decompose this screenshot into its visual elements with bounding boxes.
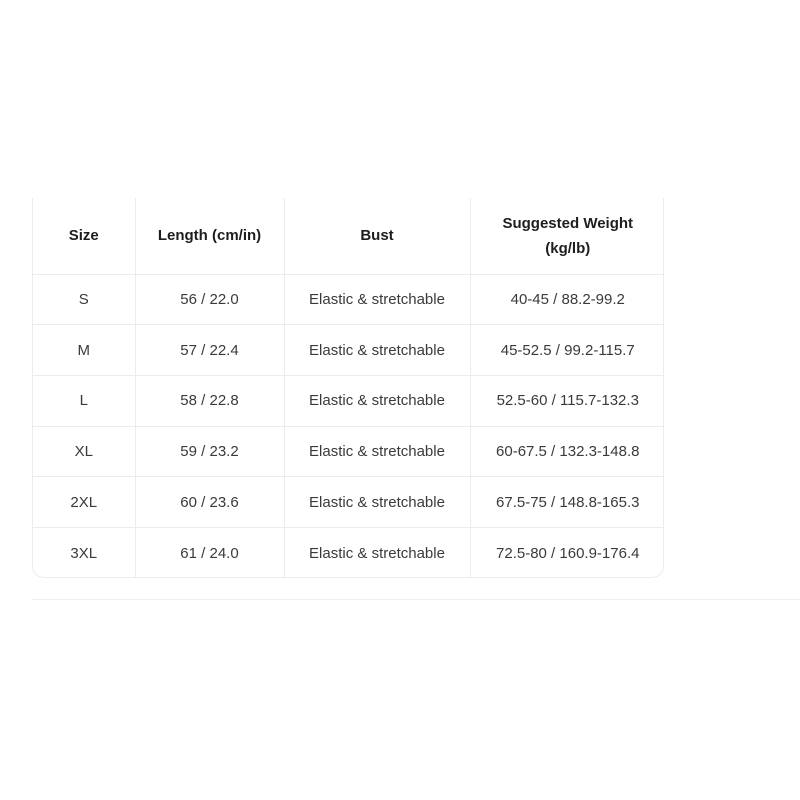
cell-length: 56 / 22.0 (135, 274, 284, 325)
cell-bust: Elastic & stretchable (284, 426, 470, 477)
cell-length: 58 / 22.8 (135, 375, 284, 426)
section-divider (32, 599, 800, 600)
cell-length: 61 / 24.0 (135, 527, 284, 578)
table-row (33, 477, 664, 528)
cell-weight: 60-67.5 / 132.3-148.8 (470, 426, 664, 477)
table-row (33, 375, 664, 426)
header-bust: Bust (284, 198, 470, 274)
table-row (33, 527, 664, 578)
cell-length: 57 / 22.4 (135, 325, 284, 376)
table-row (33, 325, 664, 376)
table-row (33, 274, 664, 325)
cell-size: 2XL (33, 477, 135, 528)
size-chart-card (32, 198, 664, 578)
cell-bust: Elastic & stretchable (284, 325, 470, 376)
cell-bust: Elastic & stretchable (284, 375, 470, 426)
cell-bust: Elastic & stretchable (284, 527, 470, 578)
size-chart-table (33, 198, 664, 578)
header-size: Size (33, 198, 135, 274)
header-weight-line2: (kg/lb) (545, 239, 591, 257)
cell-weight: 52.5-60 / 115.7-132.3 (470, 375, 664, 426)
header-suggested-weight (470, 198, 664, 274)
cell-weight: 72.5-80 / 160.9-176.4 (496, 544, 640, 562)
cell-bust: Elastic & stretchable (284, 274, 470, 325)
cell-size: L (33, 375, 135, 426)
cell-length: 59 / 23.2 (135, 426, 284, 477)
table-header-row (33, 198, 664, 274)
cell-length: 60 / 23.6 (135, 477, 284, 528)
cell-size: M (33, 325, 135, 376)
cell-bust: Elastic & stretchable (284, 477, 470, 528)
cell-weight: 67.5-75 / 148.8-165.3 (470, 477, 664, 528)
cell-size: 3XL (33, 527, 135, 578)
table-row (33, 426, 664, 477)
header-weight-line1: Suggested Weight (502, 214, 634, 232)
cell-size: S (33, 274, 135, 325)
header-length: Length (cm/in) (135, 198, 284, 274)
cell-weight: 45-52.5 / 99.2-115.7 (470, 325, 664, 376)
cell-weight: 40-45 / 88.2-99.2 (470, 274, 664, 325)
cell-size: XL (33, 426, 135, 477)
